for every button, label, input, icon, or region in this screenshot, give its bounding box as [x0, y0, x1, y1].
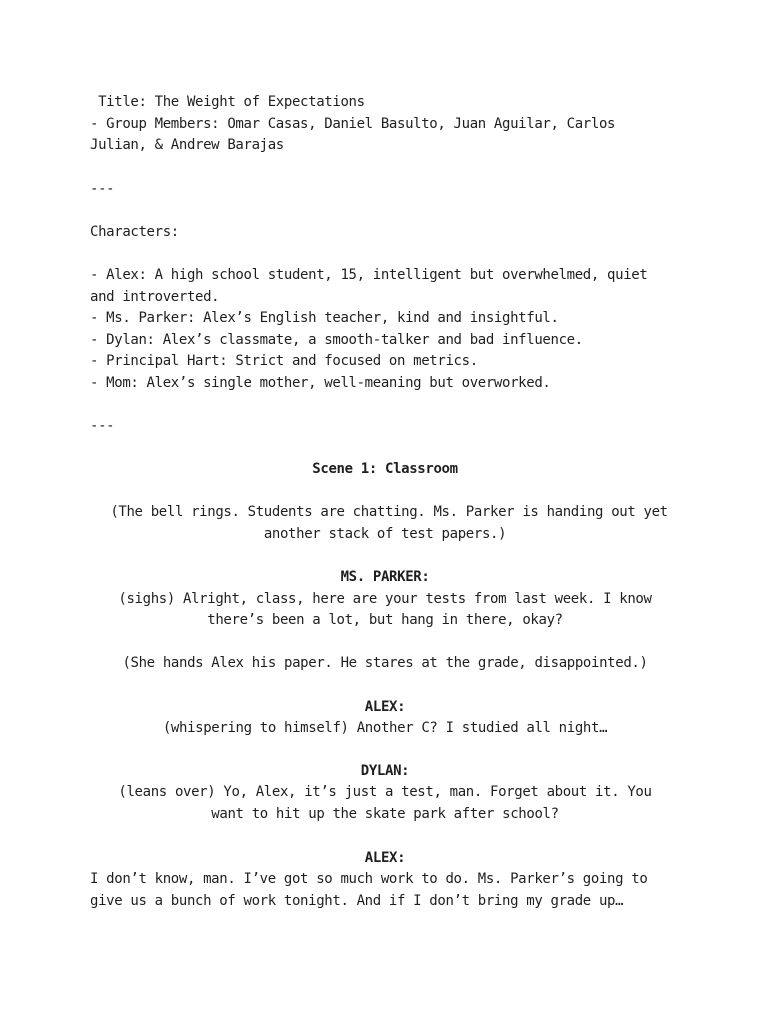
- characters-heading: Characters:: [90, 224, 179, 240]
- character-name-alex: ALEX:: [364, 699, 406, 715]
- stage-direction: another stack of test papers.): [263, 526, 507, 542]
- group-members-line-1: - Group Members: Omar Casas, Daniel Basulto, Juan Aguilar, Carlos: [90, 116, 616, 132]
- character-item: - Mom: Alex’s single mother, well-meaning but overworked.: [90, 375, 551, 391]
- dialogue-line: give us a bunch of work tonight. And if I don’t bring my grade up…: [90, 893, 624, 909]
- character-item: - Ms. Parker: Alex’s English teacher, kind and insightful.: [90, 310, 559, 326]
- stage-direction: (She hands Alex his paper. He stares at the grade, disappointed.): [122, 655, 648, 671]
- scene-heading: Scene 1: Classroom: [312, 461, 458, 477]
- character-item: and introverted.: [90, 289, 220, 305]
- divider: ---: [90, 181, 115, 197]
- dialogue-line: (leans over) Yo, Alex, it’s just a test, man. Forget about it. You: [118, 784, 652, 800]
- character-item: - Principal Hart: Strict and focused on metrics.: [90, 353, 478, 369]
- dialogue-line: there’s been a lot, but hang in there, okay?: [207, 612, 563, 628]
- dialogue-line: want to hit up the skate park after school?: [211, 806, 559, 822]
- character-name-dylan: DYLAN:: [360, 763, 410, 779]
- character-item: - Dylan: Alex’s classmate, a smooth-talker and bad influence.: [90, 332, 583, 348]
- character-item: - Alex: A high school student, 15, intelligent but overwhelmed, quiet: [90, 267, 648, 283]
- character-name-parker: MS. PARKER:: [340, 569, 430, 585]
- document-title: Title: The Weight of Expectations: [90, 94, 365, 110]
- group-members-line-2: Julian, & Andrew Barajas: [90, 137, 284, 153]
- dialogue-line: I don’t know, man. I’ve got so much work to do. Ms. Parker’s going to: [90, 871, 648, 887]
- divider: ---: [90, 418, 115, 434]
- character-name-alex: ALEX:: [364, 850, 406, 866]
- dialogue-line: (sighs) Alright, class, here are your tests from last week. I know: [118, 591, 652, 607]
- stage-direction: (The bell rings. Students are chatting. Ms. Parker is handing out yet: [102, 504, 668, 520]
- dialogue-line: (whispering to himself) Another C? I studied all night…: [162, 720, 608, 736]
